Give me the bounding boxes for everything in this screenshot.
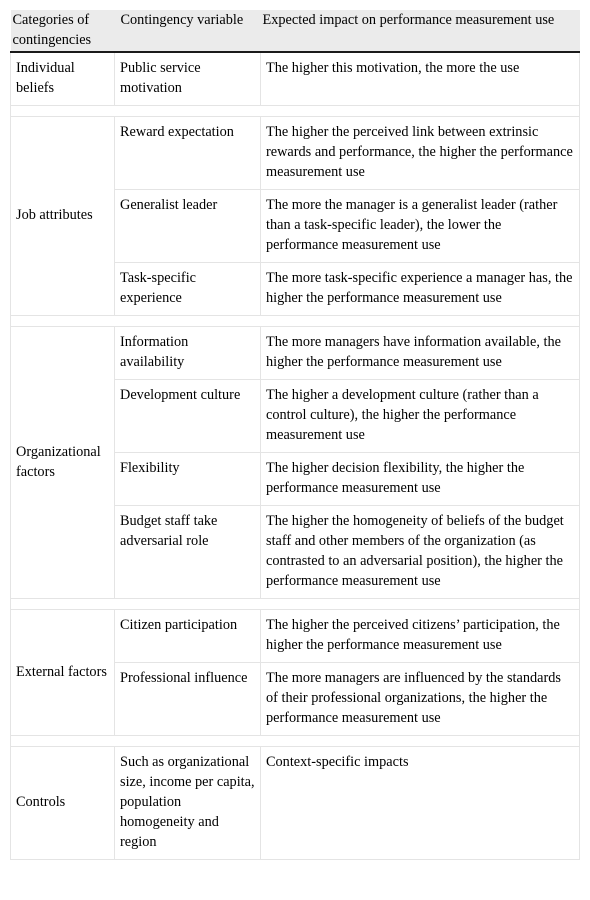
table-row: [11, 747, 580, 860]
group-separator: [11, 316, 580, 327]
separator-cell: [11, 599, 580, 610]
impact-cell: Context-specific impacts: [261, 747, 580, 860]
category-cell: Job attributes: [11, 117, 115, 316]
impact-cell: The more managers have information available, the higher the performance measurement use: [261, 327, 580, 380]
header-impact: Expected impact on performance measurement use: [261, 10, 580, 52]
variable-cell: Public service motivation: [115, 52, 261, 106]
group-separator: [11, 736, 580, 747]
table-row: [11, 610, 580, 663]
category-cell: Individual beliefs: [11, 52, 115, 106]
table-header: [11, 10, 580, 52]
group-separator: [11, 599, 580, 610]
impact-cell: The higher this motivation, the more the use: [261, 52, 580, 106]
variable-cell: Development culture: [115, 380, 261, 453]
impact-cell: The higher the perceived link between extrinsic rewards and performance, the higher the performance measurement use: [261, 117, 580, 190]
separator-cell: [11, 736, 580, 747]
variable-cell: Citizen participation: [115, 610, 261, 663]
separator-cell: [11, 106, 580, 117]
group-separator: [11, 106, 580, 117]
header-variable: Contingency variable: [115, 10, 261, 52]
variable-cell: Such as organizational size, income per capita, population homogeneity and region: [115, 747, 261, 860]
variable-cell: Generalist leader: [115, 190, 261, 263]
contingency-table: [10, 10, 580, 860]
variable-cell: Professional influence: [115, 663, 261, 736]
variable-cell: Budget staff take adversarial role: [115, 506, 261, 599]
variable-cell: Task-specific experience: [115, 263, 261, 316]
impact-cell: The more the manager is a generalist leader (rather than a task-specific leader), the lower the performance measurement use: [261, 190, 580, 263]
impact-cell: The more task-specific experience a manager has, the higher the performance measurement use: [261, 263, 580, 316]
category-cell: Controls: [11, 747, 115, 860]
table-row: [11, 327, 580, 380]
header-row: [11, 10, 580, 52]
table-row: [11, 52, 580, 106]
header-categories: Categories of contingencies: [11, 10, 115, 52]
category-cell: Organizational factors: [11, 327, 115, 599]
category-cell: External factors: [11, 610, 115, 736]
variable-cell: Flexibility: [115, 453, 261, 506]
impact-cell: The higher a development culture (rather than a control culture), the higher the performance measurement use: [261, 380, 580, 453]
variable-cell: Reward expectation: [115, 117, 261, 190]
impact-cell: The higher the perceived citizens’ participation, the higher the performance measurement use: [261, 610, 580, 663]
variable-cell: Information availability: [115, 327, 261, 380]
table-body: [11, 52, 580, 860]
impact-cell: The more managers are influenced by the standards of their professional organizations, the higher the performance measurement use: [261, 663, 580, 736]
table-row: [11, 117, 580, 190]
impact-cell: The higher decision flexibility, the higher the performance measurement use: [261, 453, 580, 506]
separator-cell: [11, 316, 580, 327]
impact-cell: The higher the homogeneity of beliefs of the budget staff and other members of the organization (as contrasted to an adversarial position), the higher the performance measurement use: [261, 506, 580, 599]
